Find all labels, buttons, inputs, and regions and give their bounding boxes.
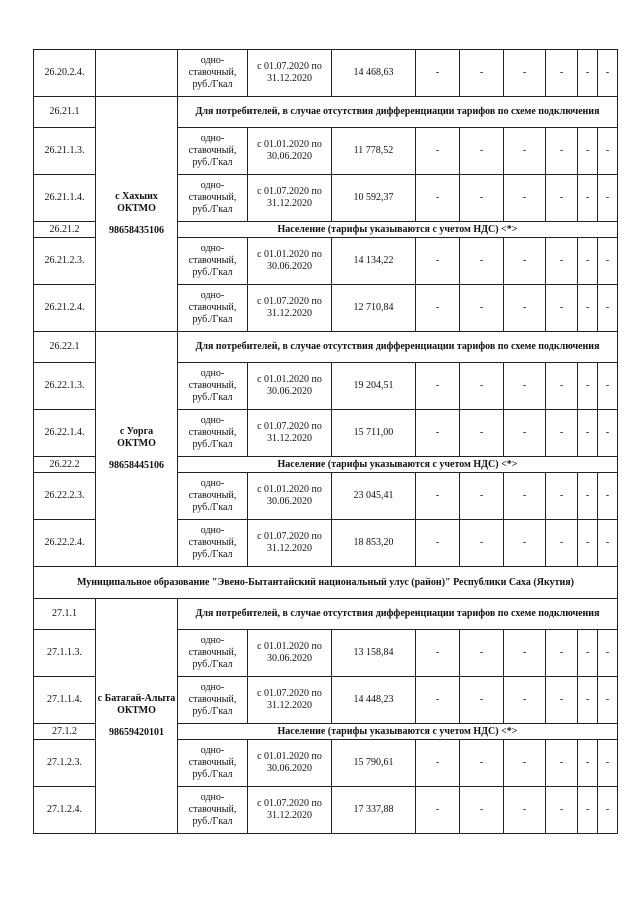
settlement-oktmo: 98658445106 [109,460,164,471]
row-code: 26.22.1 [34,332,96,363]
empty-dash: - [578,473,598,520]
tariff-type: одно-ставочный, руб./Гкал [178,520,248,567]
tariff-type: одно-ставочный, руб./Гкал [178,410,248,457]
table-row [34,97,618,128]
row-code: 26.21.2 [34,222,96,238]
empty-dash: - [598,677,618,724]
tariff-period: с 01.07.2020 по 31.12.2020 [248,787,332,834]
population-header: Население (тарифы указываются с учетом НДС) <*> [178,457,618,473]
tariff-period: с 01.01.2020 по 30.06.2020 [248,238,332,285]
settlement-name: с Уорга [119,426,154,437]
tariff-period: с 01.07.2020 по 31.12.2020 [248,175,332,222]
empty-dash: - [460,473,504,520]
table-row [34,332,618,363]
tariff-value: 13 158,84 [332,630,416,677]
empty-dash: - [546,238,578,285]
empty-dash: - [546,520,578,567]
table-row [34,599,618,630]
empty-dash: - [460,363,504,410]
row-code: 26.22.1.4. [34,410,96,457]
empty-dash: - [578,677,598,724]
population-header: Население (тарифы указываются с учетом НДС) <*> [178,222,618,238]
empty-dash: - [416,128,460,175]
table-row [34,50,618,97]
tariff-type: одно-ставочный, руб./Гкал [178,175,248,222]
tariff-period: с 01.07.2020 по 31.12.2020 [248,410,332,457]
empty-dash: - [546,630,578,677]
tariff-type: одно-ставочный, руб./Гкал [178,677,248,724]
tariff-period: с 01.07.2020 по 31.12.2020 [248,520,332,567]
empty-dash: - [546,128,578,175]
empty-dash: - [598,410,618,457]
empty-dash: - [504,238,546,285]
row-code: 26.20.2.4. [34,50,96,97]
tariff-period: с 01.01.2020 по 30.06.2020 [248,128,332,175]
empty-dash: - [416,410,460,457]
tariff-period: с 01.07.2020 по 31.12.2020 [248,285,332,332]
empty-dash: - [460,677,504,724]
row-code: 27.1.1.3. [34,630,96,677]
empty-dash: - [416,630,460,677]
settlement-cell [96,97,178,332]
empty-dash: - [578,410,598,457]
tariff-value: 12 710,84 [332,285,416,332]
row-code: 26.21.2.3. [34,238,96,285]
empty-dash: - [504,175,546,222]
tariff-sheet [33,49,618,834]
tariff-type: одно-ставочный, руб./Гкал [178,363,248,410]
settlement-oktmo-label: ОКТМО [117,438,156,449]
tariff-type: одно-ставочный, руб./Гкал [178,285,248,332]
tariff-period: с 01.01.2020 по 30.06.2020 [248,740,332,787]
empty-dash: - [598,740,618,787]
row-code: 27.1.2 [34,724,96,740]
empty-dash: - [598,128,618,175]
tariff-type: одно-ставочный, руб./Гкал [178,787,248,834]
row-code: 27.1.2.4. [34,787,96,834]
municipality-header: Муниципальное образование "Эвено-Бытантайский национальный улус (район)" Республики Саха (Якутия) [34,567,618,599]
empty-dash: - [416,787,460,834]
empty-dash: - [504,520,546,567]
empty-dash: - [598,473,618,520]
empty-dash: - [504,677,546,724]
empty-dash: - [598,363,618,410]
row-code: 26.22.1.3. [34,363,96,410]
tariff-type: одно-ставочный, руб./Гкал [178,238,248,285]
empty-dash: - [460,50,504,97]
settlement-oktmo-label: ОКТМО [117,705,156,716]
settlement-cell [96,332,178,567]
empty-dash: - [504,363,546,410]
empty-dash: - [504,740,546,787]
empty-dash: - [416,175,460,222]
empty-dash: - [546,787,578,834]
empty-dash: - [460,175,504,222]
empty-dash: - [578,787,598,834]
tariff-type: одно-ставочный, руб./Гкал [178,473,248,520]
settlement-cell [96,599,178,834]
tariff-period: с 01.07.2020 по 31.12.2020 [248,50,332,97]
settlement-name: с Батагай-Алыта [97,693,176,704]
empty-dash: - [578,238,598,285]
population-header: Население (тарифы указываются с учетом НДС) <*> [178,724,618,740]
empty-dash: - [598,285,618,332]
empty-dash: - [460,630,504,677]
empty-dash: - [598,175,618,222]
empty-dash: - [504,410,546,457]
empty-dash: - [598,630,618,677]
tariff-value: 15 790,61 [332,740,416,787]
row-code: 26.21.1.3. [34,128,96,175]
tariff-period: с 01.01.2020 по 30.06.2020 [248,630,332,677]
empty-dash: - [598,787,618,834]
empty-dash: - [578,175,598,222]
empty-dash: - [546,410,578,457]
empty-dash: - [504,473,546,520]
row-code: 26.22.2 [34,457,96,473]
empty-dash: - [504,128,546,175]
settlement-name: с Хахыих [115,191,158,202]
tariff-value: 14 448,23 [332,677,416,724]
empty-dash: - [504,285,546,332]
row-code: 27.1.2.3. [34,740,96,787]
consumers-header: Для потребителей, в случае отсутствия дифференциации тарифов по схеме подключения [178,97,618,128]
table-row [34,567,618,599]
empty-dash: - [416,520,460,567]
tariff-value: 14 468,63 [332,50,416,97]
empty-dash: - [546,285,578,332]
empty-dash: - [416,50,460,97]
empty-dash: - [578,363,598,410]
tariff-value: 11 778,52 [332,128,416,175]
empty-dash: - [460,740,504,787]
empty-dash: - [504,50,546,97]
tariff-value: 19 204,51 [332,363,416,410]
empty-dash: - [546,677,578,724]
empty-dash: - [578,285,598,332]
empty-dash: - [416,363,460,410]
tariff-value: 14 134,22 [332,238,416,285]
row-code: 26.22.2.4. [34,520,96,567]
settlement-oktmo-label: ОКТМО [117,203,156,214]
empty-dash: - [598,238,618,285]
empty-dash: - [546,473,578,520]
empty-dash: - [578,630,598,677]
empty-dash: - [546,50,578,97]
row-code: 26.21.1.4. [34,175,96,222]
tariff-period: с 01.07.2020 по 31.12.2020 [248,677,332,724]
empty-dash: - [598,50,618,97]
consumers-header: Для потребителей, в случае отсутствия дифференциации тарифов по схеме подключения [178,599,618,630]
empty-dash: - [416,740,460,787]
tariff-type: одно-ставочный, руб./Гкал [178,128,248,175]
empty-dash: - [578,50,598,97]
settlement-oktmo: 98658435106 [109,225,164,236]
tariff-table [33,49,618,834]
row-code: 26.21.2.4. [34,285,96,332]
empty-dash: - [460,410,504,457]
tariff-period: с 01.01.2020 по 30.06.2020 [248,363,332,410]
empty-dash: - [578,740,598,787]
tariff-type: одно-ставочный, руб./Гкал [178,630,248,677]
settlement-oktmo: 98659420101 [109,727,164,738]
tariff-value: 17 337,88 [332,787,416,834]
empty-dash: - [460,238,504,285]
tariff-value: 10 592,37 [332,175,416,222]
empty-dash: - [460,285,504,332]
empty-dash: - [416,473,460,520]
row-code: 27.1.1.4. [34,677,96,724]
tariff-type: одно-ставочный, руб./Гкал [178,740,248,787]
row-code: 27.1.1 [34,599,96,630]
empty-dash: - [504,630,546,677]
settlement-cell [96,50,178,97]
row-code: 26.21.1 [34,97,96,128]
row-code: 26.22.2.3. [34,473,96,520]
empty-dash: - [416,285,460,332]
empty-dash: - [598,520,618,567]
empty-dash: - [416,238,460,285]
consumers-header: Для потребителей, в случае отсутствия дифференциации тарифов по схеме подключения [178,332,618,363]
empty-dash: - [460,128,504,175]
empty-dash: - [578,520,598,567]
empty-dash: - [460,787,504,834]
tariff-value: 23 045,41 [332,473,416,520]
empty-dash: - [460,520,504,567]
empty-dash: - [546,363,578,410]
empty-dash: - [546,175,578,222]
empty-dash: - [416,677,460,724]
empty-dash: - [578,128,598,175]
tariff-type: одно-ставочный, руб./Гкал [178,50,248,97]
tariff-value: 15 711,00 [332,410,416,457]
empty-dash: - [546,740,578,787]
tariff-period: с 01.01.2020 по 30.06.2020 [248,473,332,520]
empty-dash: - [504,787,546,834]
tariff-value: 18 853,20 [332,520,416,567]
